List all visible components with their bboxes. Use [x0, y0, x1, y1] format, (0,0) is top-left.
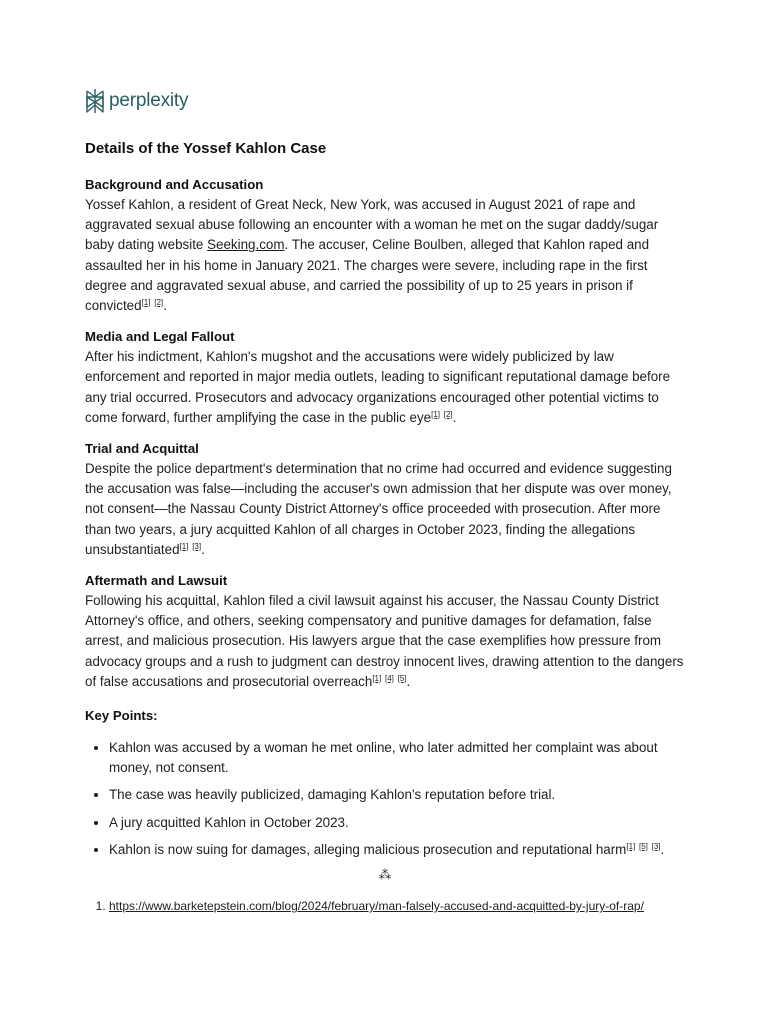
citation-link[interactable]: [1]: [179, 541, 189, 551]
document-title: Details of the Yossef Kahlon Case: [85, 140, 327, 157]
reference-link[interactable]: https://www.barketepstein.com/blog/2024/february/man-falsely-accused-and-acquitted-by-jury-of-rap/: [109, 899, 644, 914]
paragraph-text: Following his acquittal, Kahlon filed a civil lawsuit against his accuser, the Nassau County District Attorney's office, and others, seeking compensatory and punitive damages for defamation, false arrest, and malicious prosecution. His lawyers argue that the case exemplifies how pressure from advocacy groups and a rush to judgment can destroy innocent lives, drawing attention to the dangers of false accusations and prosecutorial overreach: [85, 593, 684, 689]
seeking-link[interactable]: Seeking.com: [207, 237, 285, 253]
citation-link[interactable]: [1]: [372, 673, 382, 683]
citation-link[interactable]: [3]: [192, 541, 202, 551]
key-points-heading: Key Points:: [85, 708, 158, 724]
section-background: [85, 175, 685, 316]
document-content: [85, 138, 685, 916]
reference-item: [109, 897, 685, 916]
citation-link[interactable]: [1]: [431, 409, 441, 419]
citation-link[interactable]: [4]: [384, 673, 394, 683]
list-item: • The case was heavily publicized, damaging Kahlon's reputation before trial.: [109, 785, 685, 805]
section-paragraph: [85, 591, 685, 692]
citation-link[interactable]: [2]: [443, 409, 453, 419]
list-item: [109, 840, 685, 860]
section-paragraph: [85, 347, 685, 428]
references-list: [85, 897, 685, 916]
sentence-end: .: [406, 673, 411, 689]
key-points-list: [85, 738, 685, 860]
sentence-end: .: [660, 841, 665, 857]
section-trial: [85, 439, 685, 560]
sentence-end: .: [201, 541, 205, 557]
citation-link[interactable]: [2]: [154, 298, 164, 308]
list-item: • A jury acquitted Kahlon in October 2023.: [109, 813, 685, 833]
perplexity-logo-icon: [84, 88, 106, 114]
section-separator: ⁂: [378, 867, 392, 883]
citation-link[interactable]: [3]: [651, 841, 661, 851]
section-paragraph: [85, 195, 685, 316]
perplexity-logo[interactable]: [84, 88, 188, 114]
paragraph-text: Yossef Kahlon, a resident of Great Neck, New York, was accused in August 2021 of rape and aggravated sexual abuse following an encounter with a woman he met on the sugar daddy/sugar baby dating website: [85, 197, 659, 253]
section-heading: Background and Accusation: [85, 177, 264, 192]
section-heading: Aftermath and Lawsuit: [85, 573, 228, 589]
citation-link[interactable]: [5]: [638, 841, 648, 851]
section-heading: Media and Legal Fallout: [85, 329, 235, 345]
list-item-text: Kahlon is now suing for damages, alleging malicious prosecution and reputational harm: [109, 841, 627, 857]
citation-link[interactable]: [1]: [626, 841, 636, 851]
citation-link[interactable]: [5]: [397, 673, 407, 683]
list-item: • Kahlon was accused by a woman he met online, who later admitted her complaint was about money, not consent.: [109, 738, 685, 778]
paragraph-text: Despite the police department's determination that no crime had occurred and evidence suggesting the accusation was false—including the accuser's own admission that her dispute was over money, not consent—the Nassau County District Attorney's office proceeded with prosecution. After more than two years, a jury acquitted Kahlon of all charges in October 2023, finding the allegations unsubstantiated: [85, 461, 672, 557]
sentence-end: .: [163, 298, 167, 314]
perplexity-wordmark: perplexity: [109, 90, 189, 111]
section-media: [85, 327, 685, 428]
section-heading: Trial and Acquittal: [85, 441, 199, 457]
section-paragraph: [85, 459, 685, 560]
paragraph-text: After his indictment, Kahlon's mugshot and the accusations were widely publicized by law enforcement and reported in major media outlets, leading to significant reputational damage before any trial occurred. Prosecutors and advocacy organizations encouraged other potential victims to come forward, further amplifying the case in the public eye: [85, 349, 671, 425]
section-aftermath: [85, 571, 685, 692]
sentence-end: .: [452, 409, 457, 425]
paragraph-text: . The accuser, Celine Boulben, alleged that Kahlon raped and assaulted her in his home in January 2021. The charges were severe, including rape in the first degree and aggravated sexual abuse, and carried the possibility of up to 25 years in prison if convicted: [85, 237, 650, 314]
citation-link[interactable]: [1]: [141, 298, 151, 308]
